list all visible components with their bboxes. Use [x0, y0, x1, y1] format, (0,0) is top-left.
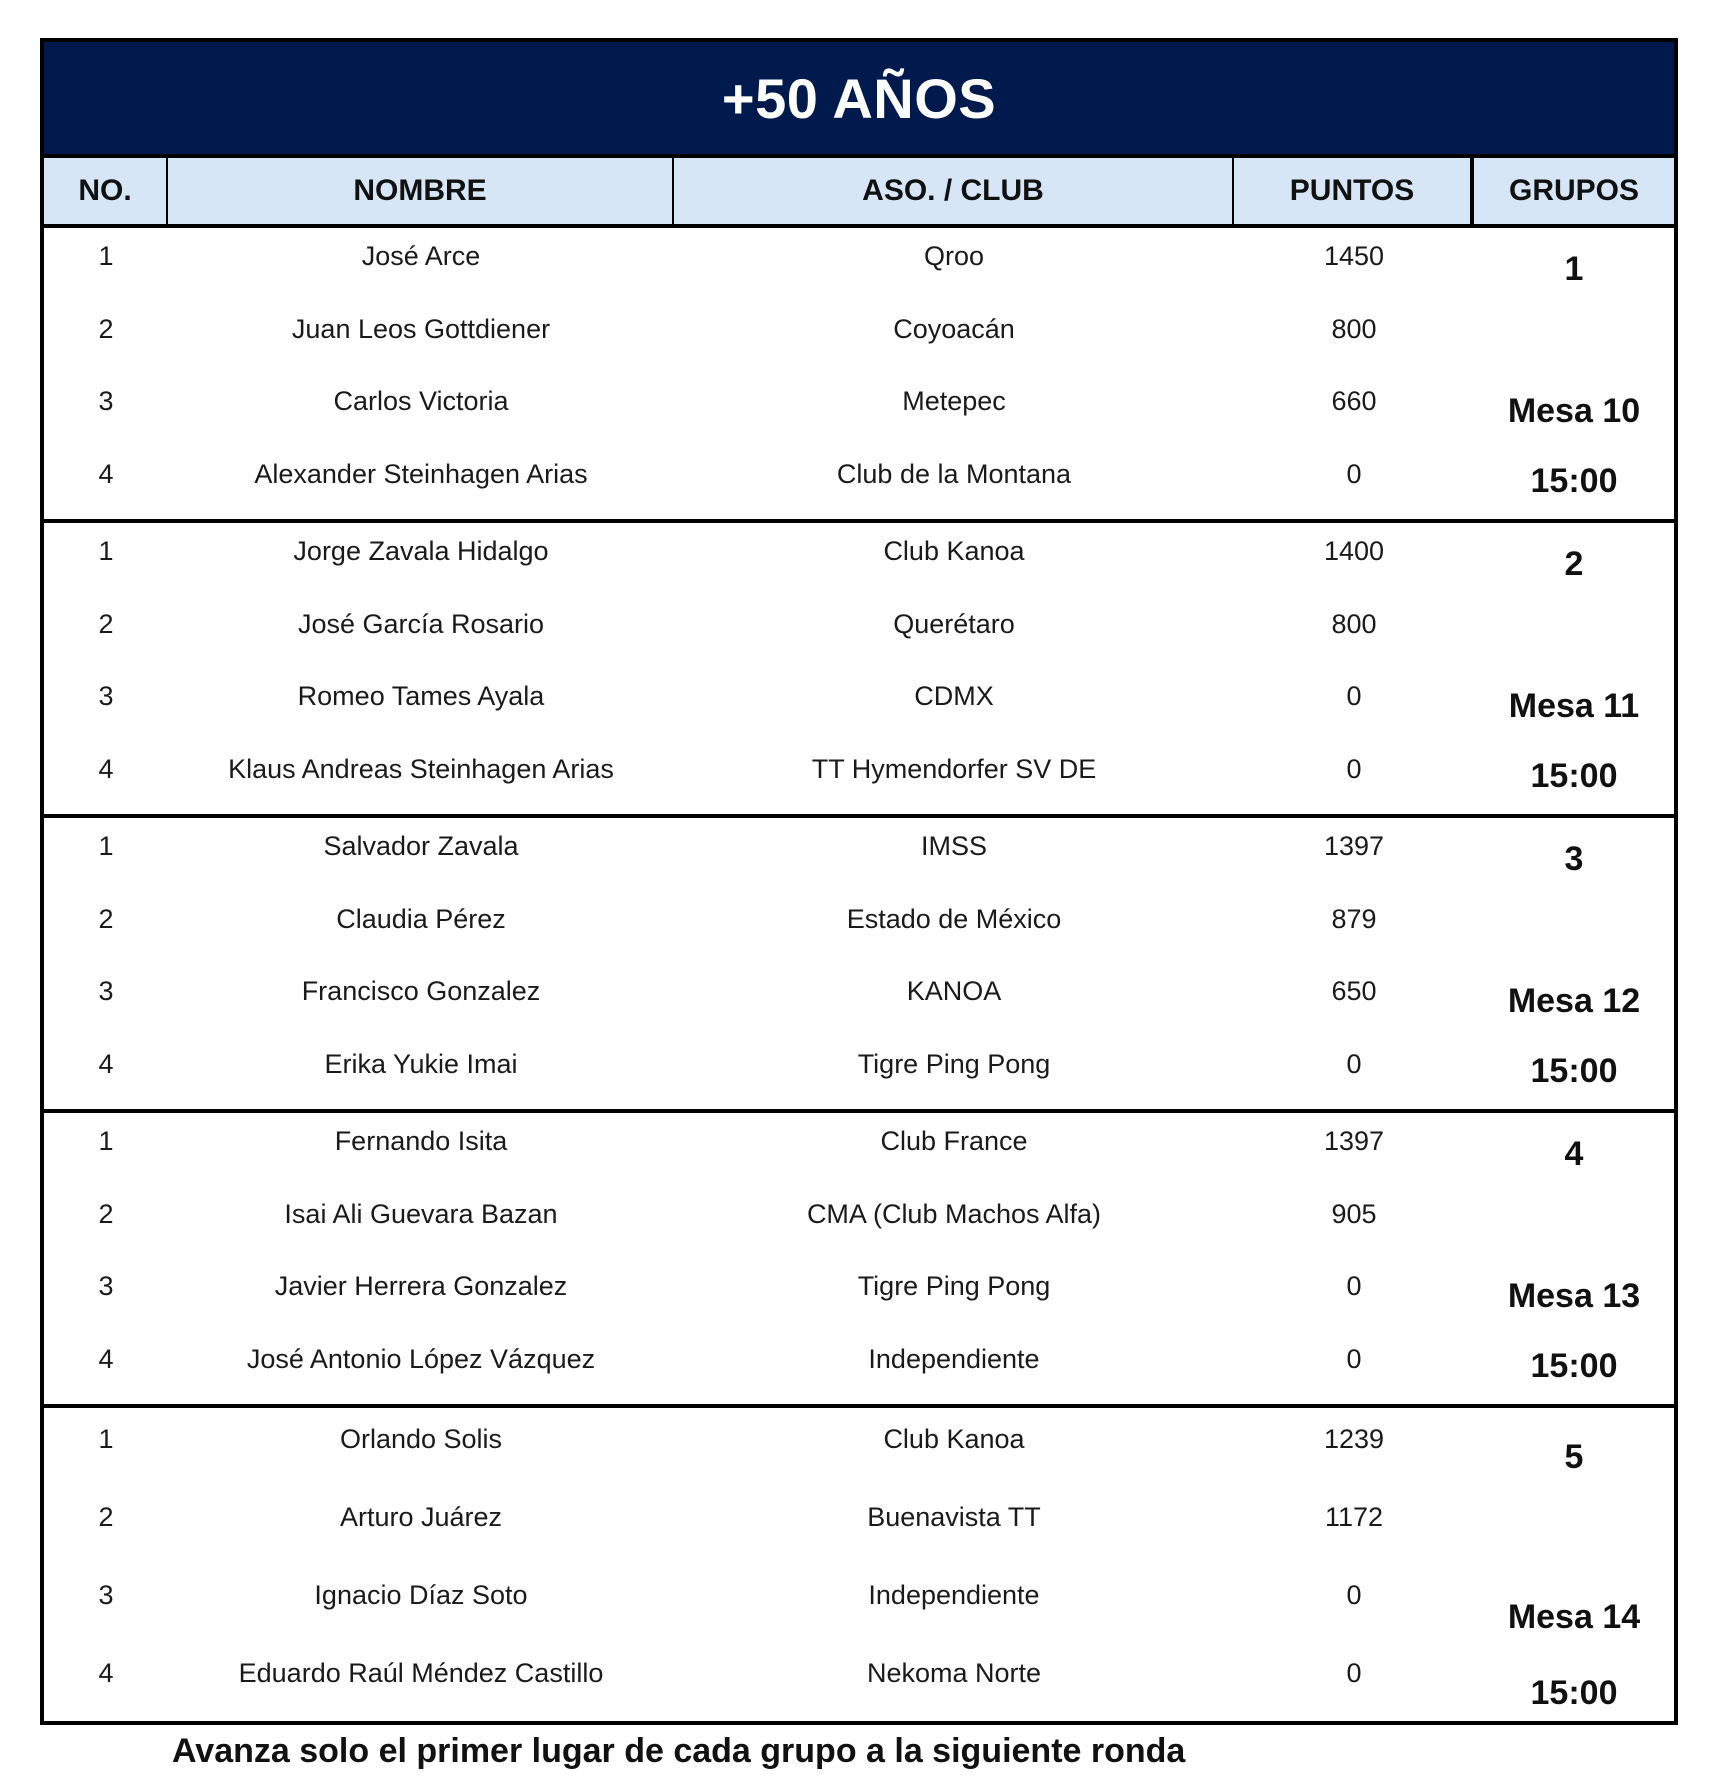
group-number: 5: [1564, 1438, 1584, 1476]
player-club: Club Kanoa: [883, 1423, 1025, 1454]
group-rows: [44, 523, 1474, 814]
player-name: Isai Ali Guevara Bazan: [284, 1198, 558, 1229]
player-no: 3: [98, 681, 114, 712]
player-name: Arturo Juárez: [339, 1501, 503, 1532]
player-no: 3: [98, 1271, 114, 1302]
player-name: Javier Herrera Gonzalez: [274, 1271, 568, 1302]
player-club: Nekoma Norte: [866, 1658, 1042, 1689]
player-no: 2: [98, 313, 114, 344]
table-title: +50 AÑOS: [44, 42, 1674, 158]
player-no: 1: [98, 830, 114, 861]
player-points: 0: [1346, 459, 1362, 490]
player-points: 905: [1331, 1198, 1377, 1229]
player-points: 800: [1331, 313, 1377, 344]
player-no: 4: [98, 1658, 114, 1689]
player-name: Orlando Solis: [339, 1423, 503, 1454]
footnote: Avanza solo el primer lugar de cada grupo a la siguiente ronda: [172, 1732, 1186, 1770]
header-club: ASO. / CLUB: [674, 158, 1234, 224]
table-row: [44, 1113, 1474, 1186]
player-points: 0: [1346, 1580, 1362, 1611]
group-time: 15:00: [1530, 1052, 1618, 1090]
table-row: [44, 523, 1474, 596]
group-info: [1474, 228, 1674, 519]
group-rows: [44, 1113, 1474, 1404]
player-club: Tigre Ping Pong: [857, 1049, 1051, 1080]
player-name: Claudia Pérez: [336, 903, 506, 934]
group-table: Mesa 14: [1507, 1598, 1641, 1636]
player-points: 0: [1346, 1049, 1362, 1080]
player-club: CDMX: [914, 681, 994, 712]
player-no: 3: [98, 1580, 114, 1611]
table-row: [44, 669, 1474, 742]
groups-table: [40, 38, 1678, 1725]
player-name: Carlos Victoria: [333, 386, 509, 417]
group-table: Mesa 11: [1508, 687, 1640, 725]
group-number: 3: [1564, 840, 1584, 878]
player-points: 1397: [1323, 1125, 1385, 1156]
table-row: [44, 891, 1474, 964]
group-time: 15:00: [1530, 1674, 1618, 1712]
player-no: 2: [98, 903, 114, 934]
groups-body: [44, 228, 1674, 1721]
player-points: 0: [1346, 1658, 1362, 1689]
group-table: Mesa 13: [1507, 1277, 1641, 1315]
player-name: Fernando Isita: [334, 1125, 508, 1156]
player-club: Club France: [880, 1125, 1028, 1156]
table-row: [44, 1036, 1474, 1109]
header-row: [44, 158, 1674, 228]
player-club: Querétaro: [893, 608, 1015, 639]
group-number: 2: [1564, 545, 1584, 583]
group-rows: [44, 228, 1474, 519]
player-name: Ignacio Díaz Soto: [314, 1580, 528, 1611]
player-points: 1400: [1323, 535, 1385, 566]
player-no: 3: [98, 976, 114, 1007]
player-name: José Arce: [361, 240, 481, 271]
player-club: Tigre Ping Pong: [857, 1271, 1051, 1302]
player-name: Romeo Tames Ayala: [297, 681, 545, 712]
player-name: Eduardo Raúl Méndez Castillo: [238, 1658, 604, 1689]
player-club: Buenavista TT: [867, 1501, 1041, 1532]
player-points: 0: [1346, 754, 1362, 785]
table-row: [44, 301, 1474, 374]
player-points: 650: [1331, 976, 1377, 1007]
table-row: [44, 964, 1474, 1037]
player-points: 1239: [1323, 1423, 1385, 1454]
header-nombre: NOMBRE: [168, 158, 674, 224]
group-info: [1474, 1113, 1674, 1404]
table-row: [44, 1331, 1474, 1404]
player-name: Francisco Gonzalez: [301, 976, 541, 1007]
group-block: [44, 818, 1674, 1113]
player-name: Alexander Steinhagen Arias: [254, 459, 588, 490]
table-row: [44, 1259, 1474, 1332]
table-row: [44, 1408, 1474, 1486]
table-row: [44, 1565, 1474, 1643]
player-no: 4: [98, 1344, 114, 1375]
group-block: [44, 523, 1674, 818]
player-club: Club Kanoa: [883, 535, 1025, 566]
table-row: [44, 1486, 1474, 1564]
player-name: José García Rosario: [297, 608, 545, 639]
table-row: [44, 228, 1474, 301]
header-puntos: PUNTOS: [1234, 158, 1474, 224]
player-no: 1: [98, 1125, 114, 1156]
player-club: TT Hymendorfer SV DE: [811, 754, 1097, 785]
table-row: [44, 446, 1474, 519]
player-points: 0: [1346, 681, 1362, 712]
player-no: 4: [98, 1049, 114, 1080]
player-points: 1450: [1323, 240, 1385, 271]
group-rows: [44, 818, 1474, 1109]
group-block: [44, 1113, 1674, 1408]
player-club: Independiente: [868, 1344, 1040, 1375]
player-name: Juan Leos Gottdiener: [291, 313, 551, 344]
group-number: 4: [1564, 1135, 1584, 1173]
player-club: CMA (Club Machos Alfa): [806, 1198, 1102, 1229]
player-no: 2: [98, 608, 114, 639]
group-time: 15:00: [1530, 462, 1618, 500]
player-points: 1397: [1323, 830, 1385, 861]
group-time: 15:00: [1530, 1347, 1618, 1385]
player-no: 2: [98, 1501, 114, 1532]
player-club: Qroo: [923, 240, 985, 271]
group-number: 1: [1564, 250, 1584, 288]
player-club: Coyoacán: [893, 313, 1015, 344]
player-name: Salvador Zavala: [323, 830, 519, 861]
group-block: [44, 228, 1674, 523]
player-no: 1: [98, 1423, 114, 1454]
player-no: 4: [98, 459, 114, 490]
player-name: Erika Yukie Imai: [324, 1049, 518, 1080]
player-name: José Antonio López Vázquez: [246, 1344, 596, 1375]
player-no: 2: [98, 1198, 114, 1229]
table-row: [44, 596, 1474, 669]
player-no: 1: [98, 240, 114, 271]
player-club: IMSS: [920, 830, 987, 861]
player-club: Estado de México: [846, 903, 1062, 934]
table-row: [44, 1643, 1474, 1721]
player-points: 800: [1331, 608, 1377, 639]
table-row: [44, 741, 1474, 814]
player-points: 1172: [1324, 1501, 1384, 1532]
group-table: Mesa 10: [1507, 392, 1641, 430]
player-no: 3: [98, 386, 114, 417]
player-points: 879: [1331, 903, 1377, 934]
player-name: Klaus Andreas Steinhagen Arias: [228, 754, 614, 785]
player-club: Metepec: [902, 386, 1006, 417]
table-row: [44, 1186, 1474, 1259]
header-no: NO.: [44, 158, 168, 224]
group-time: 15:00: [1530, 757, 1618, 795]
group-table: Mesa 12: [1507, 982, 1641, 1020]
player-club: Independiente: [868, 1580, 1040, 1611]
group-block: [44, 1408, 1674, 1721]
group-info: [1474, 1408, 1674, 1721]
group-info: [1474, 818, 1674, 1109]
header-grupos: GRUPOS: [1508, 174, 1640, 207]
player-points: 0: [1346, 1271, 1362, 1302]
player-club: KANOA: [906, 976, 1002, 1007]
player-club: Club de la Montana: [836, 459, 1072, 490]
table-row: [44, 818, 1474, 891]
player-points: 0: [1346, 1344, 1362, 1375]
player-points: 660: [1331, 386, 1377, 417]
group-rows: [44, 1408, 1474, 1721]
player-no: 4: [98, 754, 114, 785]
group-info: [1474, 523, 1674, 814]
player-name: Jorge Zavala Hidalgo: [293, 535, 549, 566]
player-no: 1: [98, 535, 114, 566]
table-row: [44, 374, 1474, 447]
